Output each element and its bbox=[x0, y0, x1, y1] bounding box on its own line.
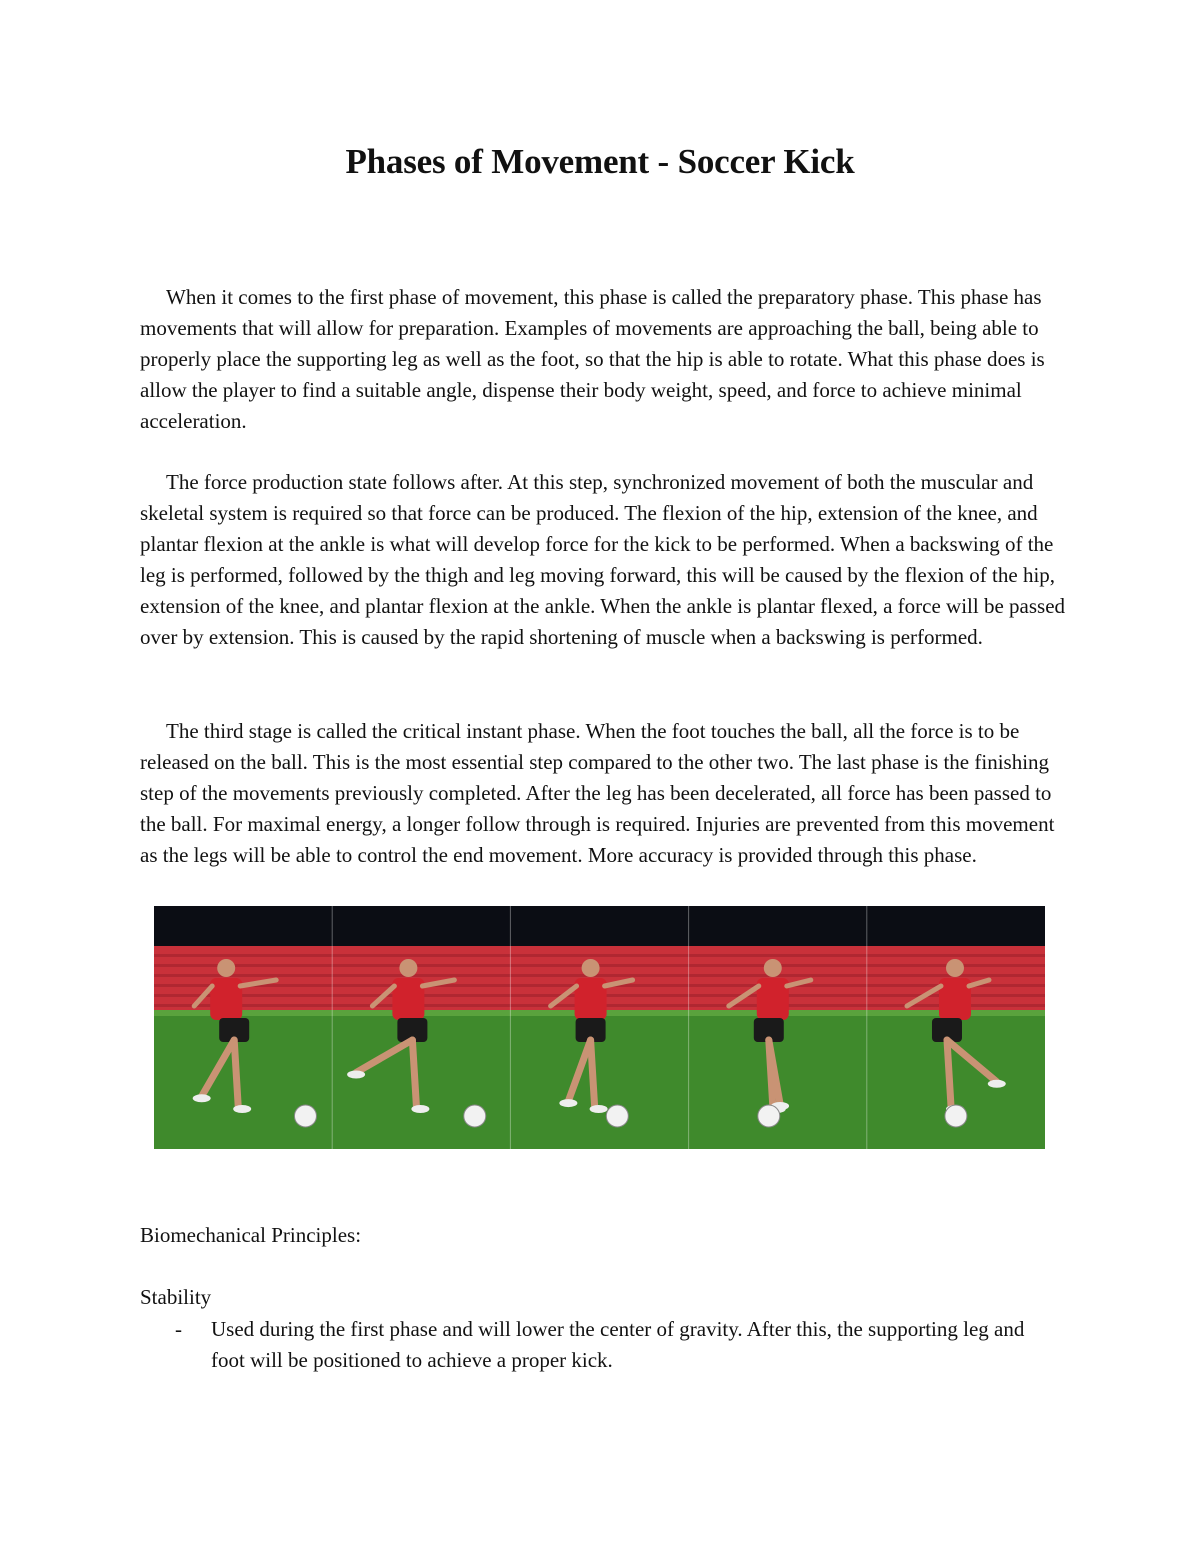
player-kick-shoe bbox=[193, 1094, 211, 1102]
bullet-dash: - bbox=[175, 1317, 182, 1341]
document-title: Phases of Movement - Soccer Kick bbox=[345, 142, 855, 181]
soccer-ball bbox=[606, 1105, 628, 1127]
seat-row bbox=[154, 964, 1045, 967]
player-support-leg bbox=[234, 1040, 238, 1106]
player-kick-shoe bbox=[988, 1080, 1006, 1088]
soccer-ball bbox=[294, 1105, 316, 1127]
player-head bbox=[946, 959, 964, 977]
soccer-ball bbox=[945, 1105, 967, 1127]
player-shoe bbox=[233, 1105, 251, 1113]
player-shoe bbox=[411, 1105, 429, 1113]
player-shirt bbox=[210, 978, 242, 1020]
stability-bullet-text: Used during the first phase and will lower the center of gravity. After this, the supporting leg and foot will be positioned to achieve a proper kick. bbox=[211, 1317, 1025, 1372]
soccer-ball bbox=[758, 1105, 780, 1127]
kick-sequence-illustration bbox=[154, 906, 1045, 1149]
player-shirt bbox=[392, 978, 424, 1020]
player-kick-shoe bbox=[559, 1099, 577, 1107]
paragraph-critical-instant: The third stage is called the critical instant phase. When the foot touches the ball, all the force is to be released on the ball. This is the most essential step compared to the other two. The last phase is the finishing step of the movements previously completed. After the leg has been decelerated, all force has been passed to the ball. For maximal energy, a longer follow through is required. Injuries are prevented from this movement as the legs will be able to control the end movement. More accuracy is provided through this phase. bbox=[140, 719, 1055, 867]
player-shirt bbox=[939, 978, 971, 1020]
seat-row bbox=[154, 954, 1045, 957]
kick-sequence-photo bbox=[154, 906, 1045, 1149]
player-support-leg bbox=[591, 1040, 595, 1106]
player-kick-shoe bbox=[347, 1071, 365, 1079]
player-shoe bbox=[590, 1105, 608, 1113]
paragraph-force-production: The force production state follows after. At this step, synchronized movement of both the muscular and skeletal system is required so that force can be produced. The flexion of the hip, extension of the knee, and plantar flexion at the ankle is what will develop force for the kick to be performed. When a backswing of the leg is performed, followed by the thigh and leg moving forward, this will be caused by the flexion of the hip, extension of the knee, and plantar flexion at the ankle. When the ankle is plantar flexed, a force will be passed over by extension. This is caused by the rapid shortening of muscle when a backswing is performed. bbox=[140, 470, 1066, 649]
soccer-ball bbox=[464, 1105, 486, 1127]
player-shirt bbox=[757, 978, 789, 1020]
player-head bbox=[217, 959, 235, 977]
player-support-leg bbox=[412, 1040, 416, 1106]
player-head bbox=[399, 959, 417, 977]
biomechanical-principles-heading: Biomechanical Principles: bbox=[140, 1223, 362, 1247]
player-head bbox=[582, 959, 600, 977]
player-head bbox=[764, 959, 782, 977]
paragraph-preparatory-phase: When it comes to the first phase of movement, this phase is called the preparatory phase. This phase has movements that will allow for preparation. Examples of movements are approaching the ball, being able to properly place the supporting leg as well as the foot, so that the hip is able to rotate. What this phase does is allow the player to find a suitable angle, dispense their body weight, speed, and force to achieve minimal acceleration. bbox=[140, 285, 1045, 433]
player-shirt bbox=[575, 978, 607, 1020]
stability-heading: Stability bbox=[140, 1285, 212, 1309]
seat-row bbox=[154, 974, 1045, 977]
player-support-leg bbox=[947, 1040, 951, 1106]
